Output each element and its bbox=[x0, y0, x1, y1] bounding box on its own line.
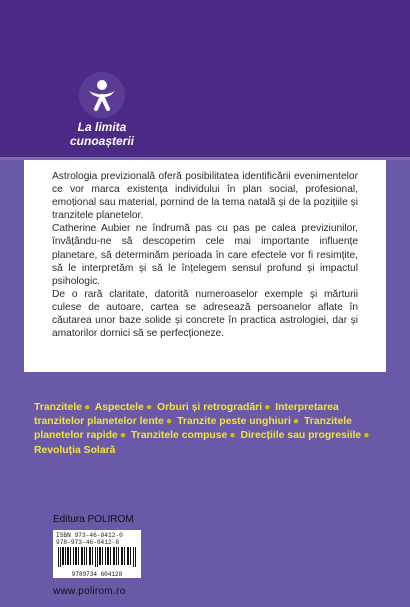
description-paragraph: Catherine Aubier ne îndrumă pas cu pas pe calea previziunilor, învățându-ne să descoperim cele mai importante influențe planetare, să determinăm perioada în care efectele vor fi resimțite, să le interpretăm și să le înțelegem sensul profund și impactul psihologic. bbox=[52, 223, 358, 287]
isbn-box bbox=[53, 530, 141, 578]
description-paragraph: De o rară claritate, datorită numeroaselor exemple și mărturii culese de autoare, cartea se adresează persoanelor aflate în căutarea unor baze solide și concrete în practica astrologiei, dar și amatorilor dornici să se perfecționeze. bbox=[52, 288, 358, 340]
bullet-icon: ● bbox=[83, 402, 91, 413]
topic-item: Aspectele bbox=[94, 402, 144, 413]
bullet-icon: ● bbox=[119, 430, 127, 442]
isbn-line-1: ISBN 973-46-0412-0 bbox=[56, 532, 123, 539]
bullet-icon: ● bbox=[229, 430, 236, 442]
bullet-icon: ● bbox=[292, 416, 300, 428]
book-description bbox=[52, 170, 358, 340]
series-line-2: cunoașterii bbox=[69, 134, 135, 148]
topics-list bbox=[34, 401, 380, 458]
bullet-icon: ● bbox=[165, 416, 173, 428]
topic-item: Interpretarea tranzitelor planetelor lente bbox=[34, 402, 339, 428]
series-name bbox=[52, 120, 152, 148]
publisher-name: Editura POLIROM bbox=[53, 514, 134, 525]
topic-item: Tranzite peste unghiuri bbox=[177, 416, 291, 428]
description-paragraph: Astrologia previzională oferă posibilitatea identificării evenimentelor ce vor marca existența individului în plan social, profesional, emoțional sau material, pornind de la tema natală și de la pozițiile și tranzitele planetelor. bbox=[52, 171, 358, 222]
barcode bbox=[56, 547, 138, 567]
human-figure-icon bbox=[85, 78, 119, 112]
series-logo bbox=[79, 72, 125, 118]
series-line-1: La limita bbox=[77, 120, 127, 134]
isbn-line-2: 978-973-46-0412-8 bbox=[56, 539, 120, 546]
topic-item: Tranzitele compuse bbox=[130, 430, 228, 442]
topic-item: Tranzitele planetelor rapide bbox=[34, 416, 352, 442]
topic-item: Orburi și retrogradări bbox=[157, 402, 263, 413]
topic-item: Tranzitele bbox=[34, 402, 82, 413]
barcode-number: 9789734 604128 bbox=[71, 571, 123, 578]
bullet-icon: ● bbox=[264, 402, 271, 413]
publisher-url: www.polirom.ro bbox=[53, 586, 126, 597]
topic-item: Direcțiile sau progresiile bbox=[240, 430, 362, 442]
bullet-icon: ● bbox=[145, 402, 153, 413]
bullet-icon: ● bbox=[363, 430, 370, 442]
topic-item: Revoluția Solară bbox=[34, 444, 116, 456]
